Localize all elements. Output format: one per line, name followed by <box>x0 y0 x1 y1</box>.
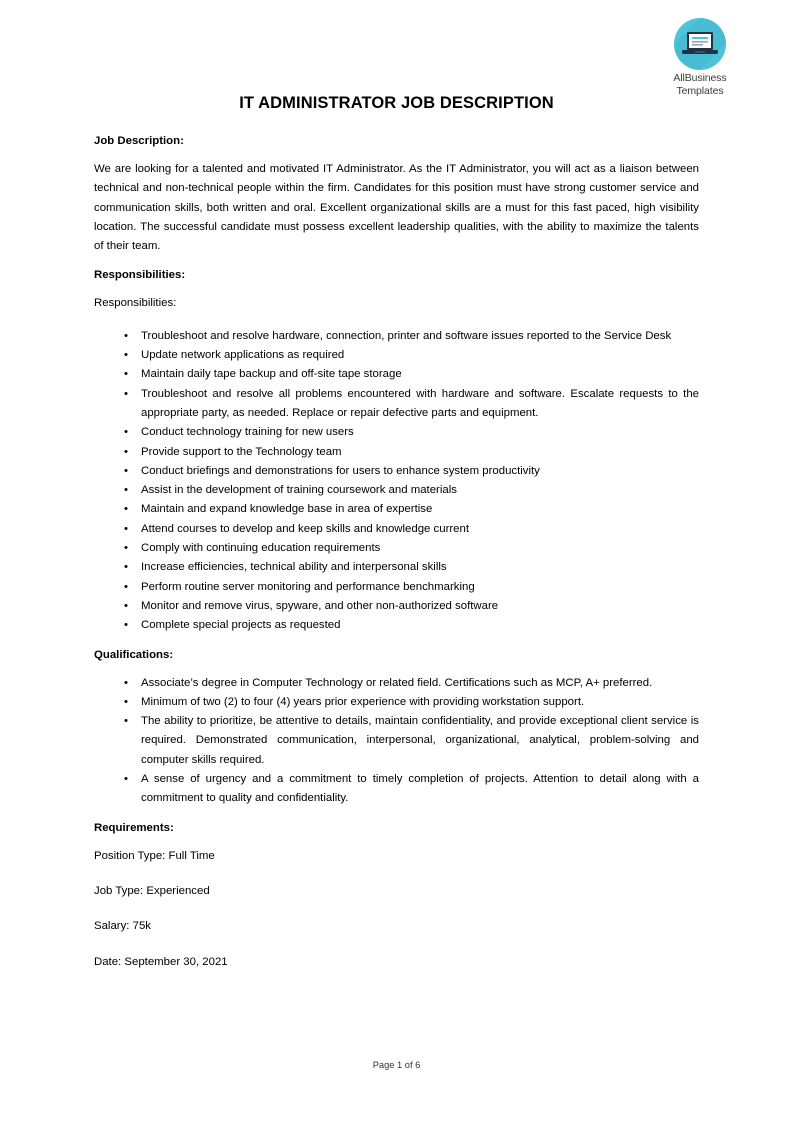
page-footer <box>0 1060 793 1070</box>
requirement-date: Date: September 30, 2021 <box>94 955 228 968</box>
qualifications-list <box>94 674 699 809</box>
list-item: • Attend courses to develop and keep skills and knowledge current <box>94 520 699 539</box>
list-item: • Complete special projects as requested <box>94 616 699 635</box>
page-number-label: Page 1 of 6 <box>372 1060 421 1070</box>
list-item: • Associate’s degree in Computer Technology or related field. Certifications such as MCP, A+ preferred. <box>94 674 699 693</box>
list-item: • Conduct technology training for new users <box>94 423 699 442</box>
requirements-heading: Requirements: <box>94 821 174 834</box>
list-item: • Maintain daily tape backup and off-site tape storage <box>94 365 699 384</box>
brand-name-line2: Templates <box>676 84 724 97</box>
list-item: • Provide support to the Technology team <box>94 443 699 462</box>
list-item: • Troubleshoot and resolve all problems encountered with hardware and software. Escalate requests to the appropriate party, as needed. Replace or repair defective parts and equipment. <box>94 385 699 424</box>
brand-logo <box>645 18 755 97</box>
brand-name-line1: AllBusiness <box>673 72 727 84</box>
list-item: • Assist in the development of training coursework and materials <box>94 481 699 500</box>
list-item: • Maintain and expand knowledge base in area of expertise <box>94 500 699 519</box>
requirement-job-type: Job Type: Experienced <box>94 884 210 897</box>
laptop-icon <box>674 18 726 70</box>
list-item: • Perform routine server monitoring and performance benchmarking <box>94 578 699 597</box>
page-title: IT ADMINISTRATOR JOB DESCRIPTION <box>239 94 554 112</box>
job-description-heading: Job Description: <box>94 135 184 147</box>
responsibilities-subheading: Responsibilities: <box>94 297 177 310</box>
list-item: • Comply with continuing education requirements <box>94 539 699 558</box>
responsibilities-heading: Responsibilities: <box>94 269 186 282</box>
list-item: • The ability to prioritize, be attentive to details, maintain confidentiality, and provide exceptional client service is required. Demonstrated communication, interpersonal, organizational, analytical, problem-solving and computer skills required. <box>94 712 699 770</box>
list-item: • Minimum of two (2) to four (4) years prior experience with providing workstation support. <box>94 693 699 712</box>
requirement-position-type: Position Type: Full Time <box>94 849 215 862</box>
qualifications-heading: Qualifications: <box>94 648 174 661</box>
list-item: • Monitor and remove virus, spyware, and other non-authorized software <box>94 597 699 616</box>
list-item: • Troubleshoot and resolve hardware, connection, printer and software issues reported to the Service Desk <box>94 327 699 346</box>
requirement-salary: Salary: 75k <box>94 920 151 933</box>
job-description-body: We are looking for a talented and motivated IT Administrator. As the IT Administrator, you will act as a liaison between technical and non-technical people within the firm. Candidates for this position must have strong customer service and communication skills, both written and oral. Excellent organizational skills are a must for this fast paced, high visibility location. The successful candidate must possess excellent leadership qualities, with the ability to maximize the talents of their team. <box>94 163 699 253</box>
list-item: • Update network applications as required <box>94 346 699 365</box>
list-item: • Increase efficiencies, technical ability and interpersonal skills <box>94 558 699 577</box>
list-item: • Conduct briefings and demonstrations for users to enhance system productivity <box>94 462 699 481</box>
responsibilities-list <box>94 327 699 636</box>
list-item: • A sense of urgency and a commitment to timely completion of projects. Attention to detail along with a commitment to quality and confidentiality. <box>94 770 699 809</box>
document-content <box>94 94 699 988</box>
